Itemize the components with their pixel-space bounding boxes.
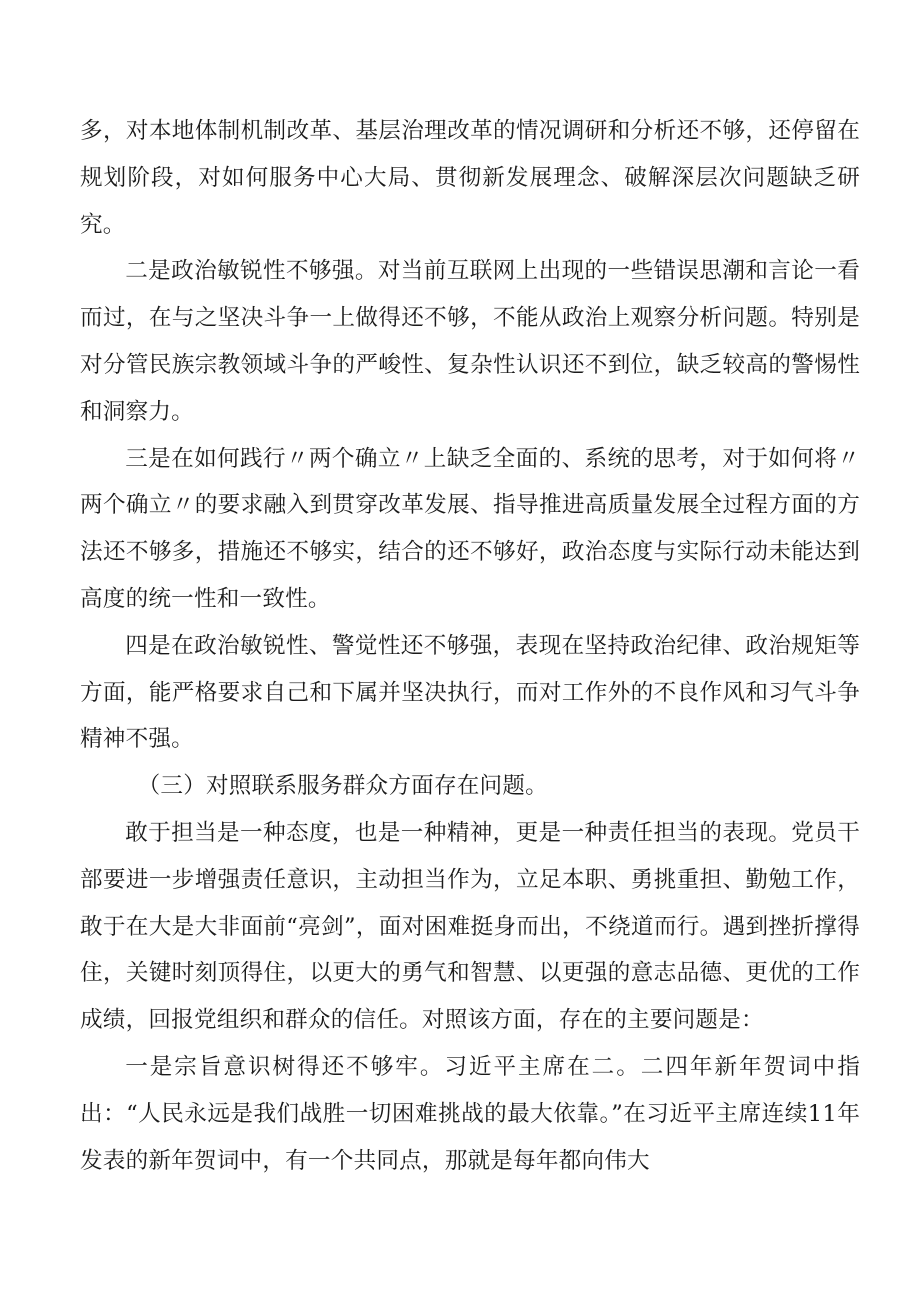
paragraph-point-three: 三是在如何践行〃两个确立〃上缺乏全面的、系统的思考，对于如何将〃两个确立〃的要求融入到贯穿改革发展、指导推进高质量发展全过程方面的方法还不够多，措施还不够实，结合的还不够好，政治态度与实际行动未能达到高度的统一性和一致性。 — [80, 445, 860, 612]
paragraph-point-four: 四是在政治敏锐性、警觉性还不够强，表现在坚持政治纪律、政治规矩等方面，能严格要求自己和下属并坚决执行，而对工作外的不良作风和习气斗争精神不强。 — [80, 632, 860, 753]
section-heading: （三）对照联系服务群众方面存在问题。 — [137, 773, 548, 800]
document-body — [80, 108, 860, 1184]
paragraph-point-one-purpose: 一是宗旨意识树得还不够牢。习近平主席在二。二四年新年贺词中指出：“人民永远是我们战胜一切困难挑战的最大依靠。”在习近平主席连续11年发表的新年贺词中，有一个共同点，那就是每年都向伟大 — [80, 1053, 860, 1174]
paragraph-responsibility: 敢于担当是一种态度，也是一种精神，更是一种责任担当的表现。党员干部要进一步增强责任意识，主动担当作为，立足本职、勇挑重担、勤勉工作，敢于在大是大非面前“亮剑”，面对困难挺身而出，不绕道而行。遇到挫折撑得住，关键时刻顶得住，以更大的勇气和智慧、以更强的意志品德、更优的工作成绩，回报党组织和群众的信任。对照该方面，存在的主要问题是： — [80, 819, 860, 1034]
paragraph-continuation: 多，对本地体制机制改革、基层治理改革的情况调研和分析还不够，还停留在规划阶段，对如何服务中心大局、贯彻新发展理念、破解深层次问题缺乏研究。 — [80, 118, 860, 238]
paragraph-point-two: 二是政治敏锐性不够强。对当前互联网上出现的一些错误思潮和言论一看而过，在与之坚决斗争一上做得还不够，不能从政治上观察分析问题。特别是对分管民族宗教领域斗争的严峻性、复杂性认识还不到位，缺乏较高的警惕性和洞察力。 — [80, 258, 860, 425]
